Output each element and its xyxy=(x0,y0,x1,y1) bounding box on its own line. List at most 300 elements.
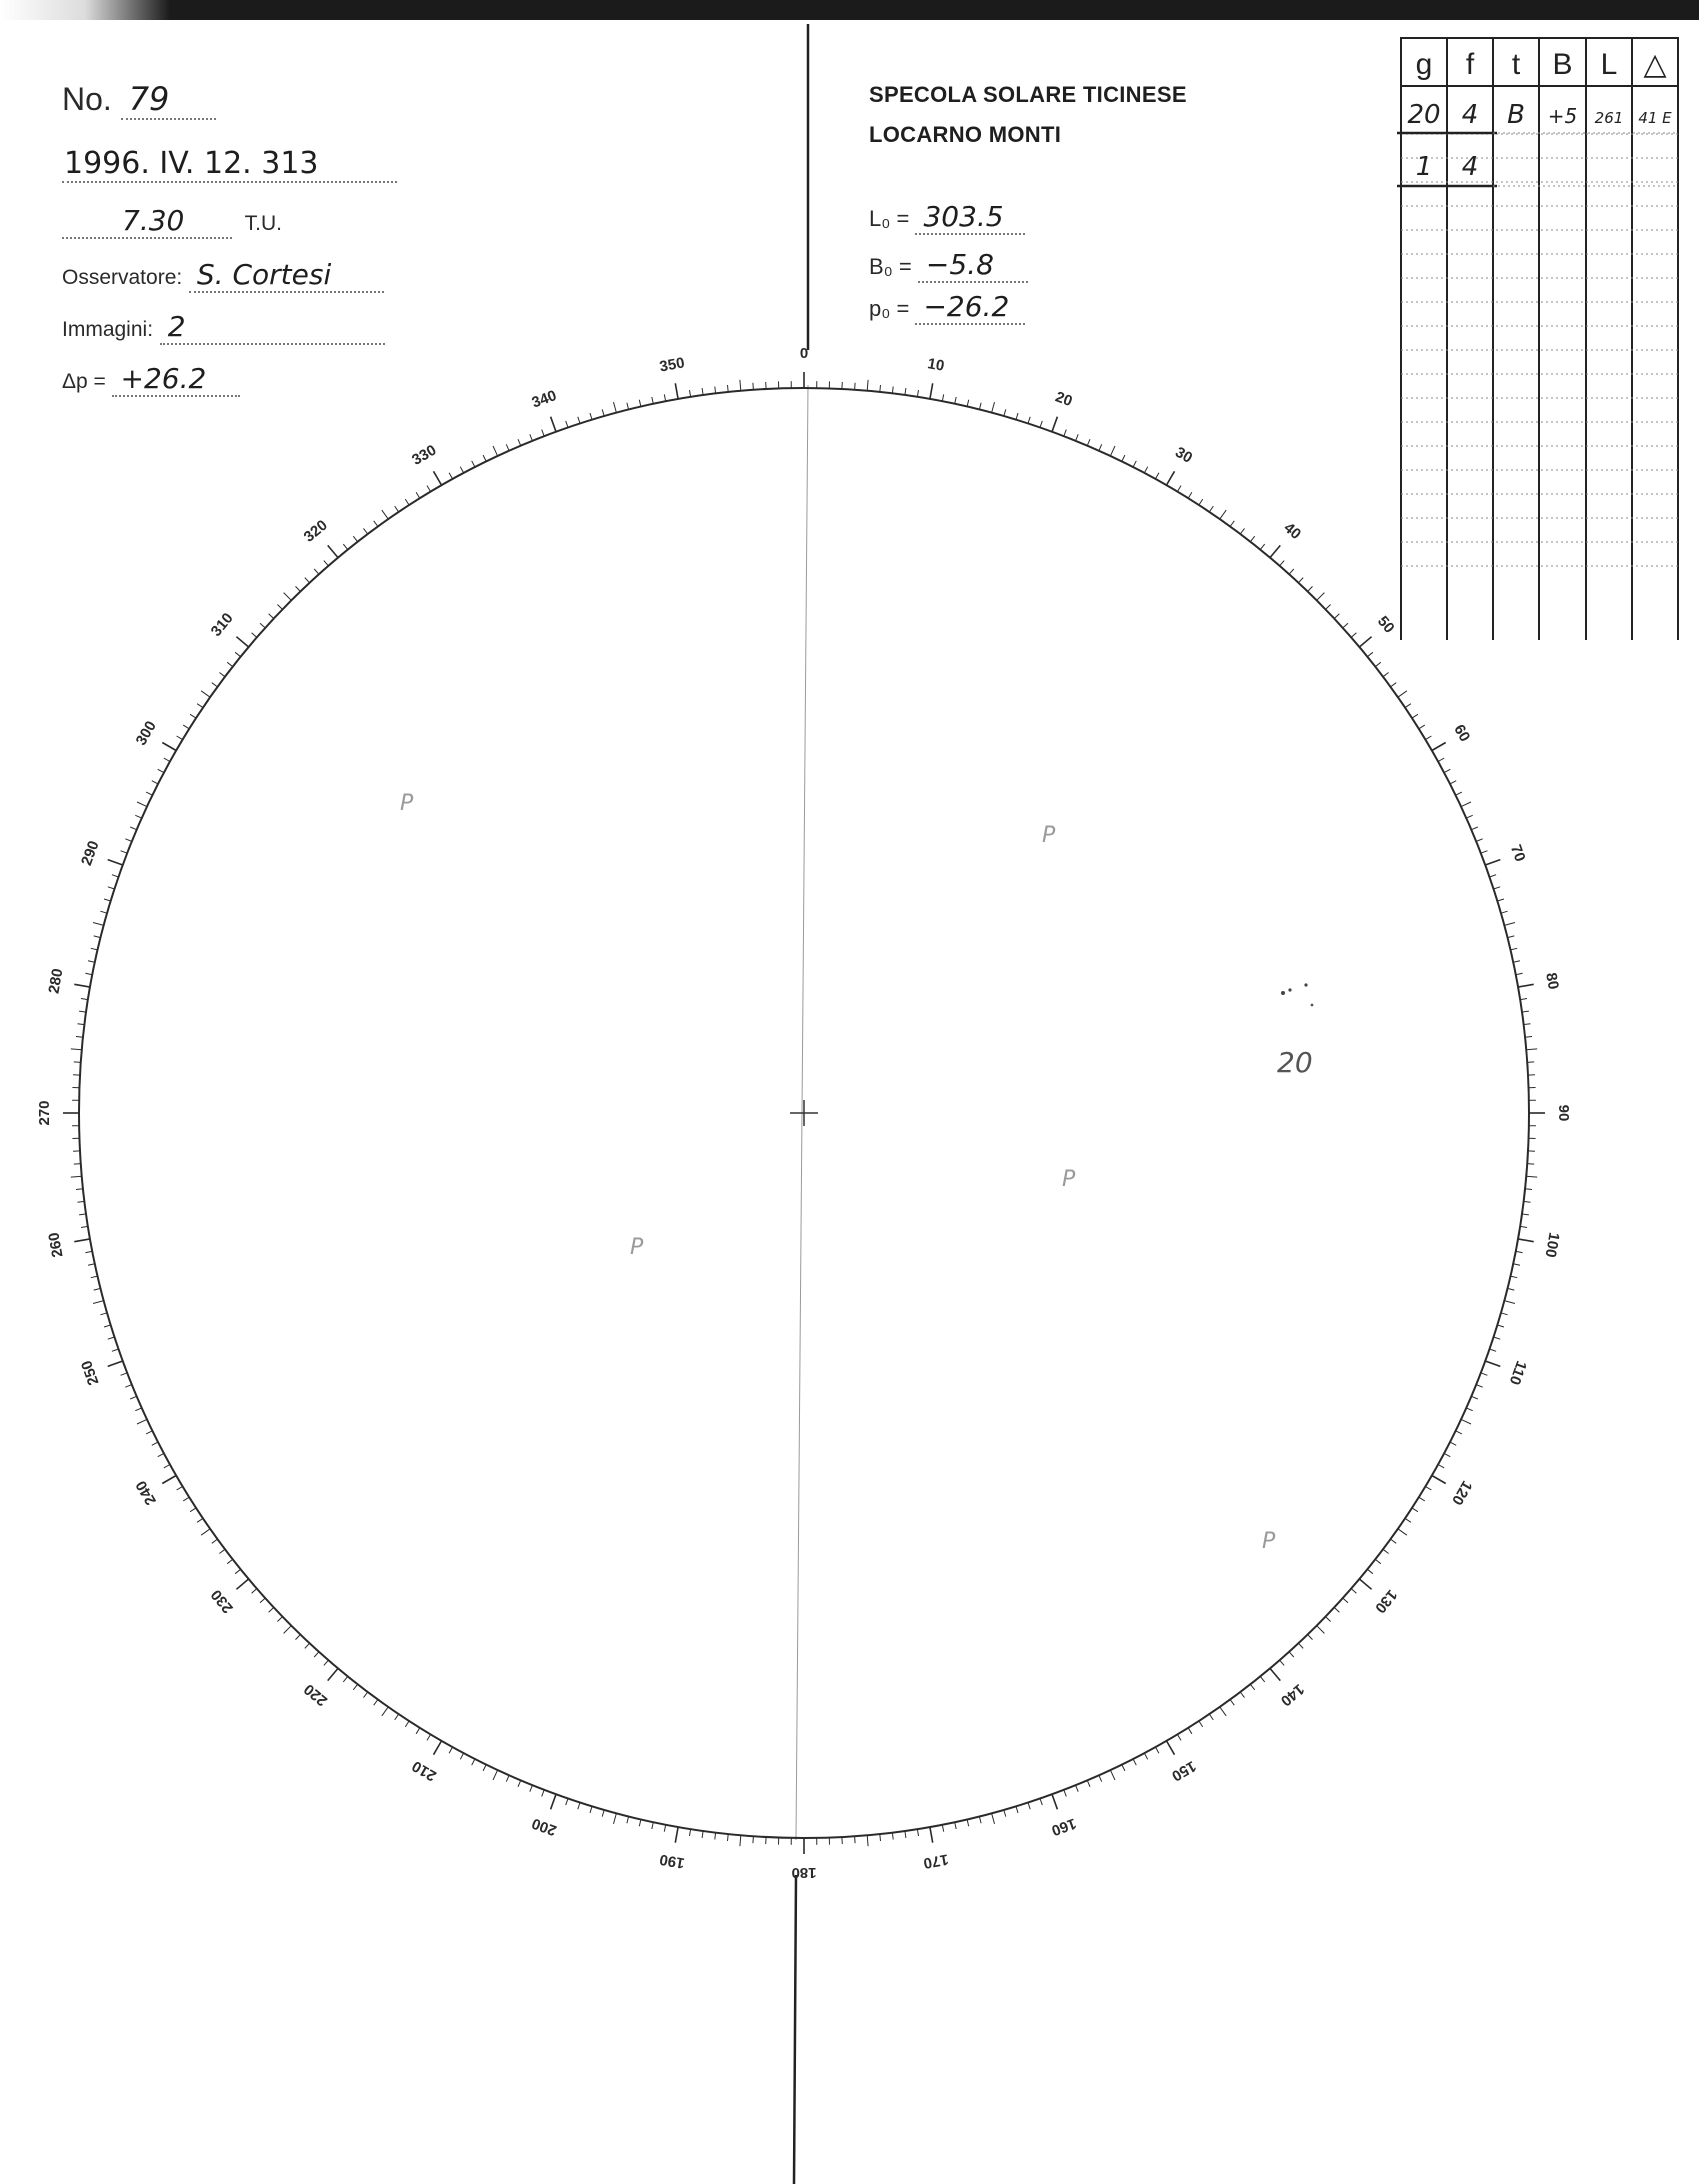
degree-tick xyxy=(1298,578,1303,583)
degree-tick xyxy=(146,1431,152,1434)
degree-tick xyxy=(1438,758,1444,761)
degree-tick xyxy=(1270,1668,1280,1680)
degree-tick xyxy=(740,380,741,391)
degree-tick xyxy=(1076,434,1079,441)
degree-tick xyxy=(1144,1753,1147,1759)
degree-tick xyxy=(1471,827,1477,830)
degree-tick xyxy=(112,875,119,877)
degree-tick xyxy=(1016,413,1018,420)
disk-annotations xyxy=(400,791,1313,1554)
degree-tick xyxy=(1040,421,1042,428)
degree-tick xyxy=(566,421,568,428)
degree-tick xyxy=(227,662,233,666)
degree-tick xyxy=(1250,536,1254,542)
degree-label: 230 xyxy=(207,1586,237,1617)
degree-tick xyxy=(100,1313,107,1315)
degree-label: 310 xyxy=(207,609,237,640)
degree-tick xyxy=(1375,1559,1381,1563)
degree-tick xyxy=(1501,1313,1508,1315)
degree-tick xyxy=(305,578,310,583)
degree-tick xyxy=(130,1396,136,1399)
degree-tick xyxy=(395,506,399,512)
pole-mark: P xyxy=(1062,1167,1076,1192)
degree-tick xyxy=(1450,1442,1456,1445)
degree-tick xyxy=(305,1643,310,1648)
degree-label: 240 xyxy=(132,1477,160,1508)
degree-tick xyxy=(74,984,90,987)
degree-tick xyxy=(1456,792,1462,795)
degree-tick xyxy=(201,1529,210,1535)
degree-tick xyxy=(1398,1529,1407,1535)
degree-tick xyxy=(1343,623,1348,628)
degree-tick xyxy=(164,758,170,761)
degree-tick xyxy=(1476,839,1483,842)
degree-tick xyxy=(493,446,498,456)
degree-tick xyxy=(197,1518,203,1522)
degree-tick xyxy=(81,1226,88,1227)
degree-tick xyxy=(449,473,452,479)
images-value: 2 xyxy=(167,310,186,343)
degree-tick xyxy=(1004,409,1006,416)
degree-label: 110 xyxy=(1505,1358,1530,1388)
degree-tick xyxy=(1122,455,1125,461)
degree-tick xyxy=(212,683,218,687)
degree-tick xyxy=(212,1539,218,1543)
degree-tick xyxy=(1133,1759,1136,1765)
degree-tick xyxy=(146,792,152,795)
param-label-L0: L₀ = xyxy=(869,206,910,231)
table-header-cell: L xyxy=(1600,48,1618,81)
degree-tick xyxy=(78,1024,85,1025)
degree-label: 180 xyxy=(791,1864,817,1882)
degree-label: 300 xyxy=(132,718,160,749)
degree-tick xyxy=(1466,1408,1472,1411)
degree-tick xyxy=(162,743,176,751)
degree-tick xyxy=(905,1831,906,1838)
degree-tick xyxy=(1522,1214,1529,1215)
degree-tick xyxy=(1524,1024,1531,1025)
degree-tick xyxy=(1508,1288,1515,1290)
degree-tick xyxy=(892,1833,893,1840)
group-table xyxy=(1397,38,1678,640)
time-value: 7.30 xyxy=(122,204,185,237)
degree-tick xyxy=(590,1806,592,1813)
degree-tick xyxy=(1326,605,1331,610)
degree-tick xyxy=(1398,691,1407,697)
degree-tick xyxy=(1504,1301,1515,1304)
degree-tick xyxy=(1481,851,1488,854)
degree-tick xyxy=(652,1822,654,1829)
degree-tick xyxy=(1016,1806,1018,1813)
degree-tick xyxy=(427,1734,431,1740)
degree-tick xyxy=(702,388,703,395)
degree-label: 10 xyxy=(926,355,946,375)
degree-tick xyxy=(1099,444,1102,450)
degree-tick xyxy=(590,413,592,420)
degree-tick xyxy=(125,839,132,842)
degree-tick xyxy=(542,430,545,437)
degree-tick xyxy=(675,1827,678,1843)
degree-tick xyxy=(94,936,101,938)
degree-tick xyxy=(219,1549,225,1553)
time-unit-label: T.U. xyxy=(244,212,283,235)
degree-tick xyxy=(1004,1810,1006,1817)
degree-tick xyxy=(78,1201,85,1202)
degree-label: 20 xyxy=(1053,388,1075,411)
degree-tick xyxy=(1456,1431,1462,1434)
degree-tick xyxy=(252,633,257,638)
degree-tick xyxy=(1156,1747,1159,1753)
degree-tick xyxy=(602,409,604,416)
degree-tick xyxy=(979,403,981,410)
degree-tick xyxy=(88,1264,95,1266)
degree-tick xyxy=(405,1721,409,1727)
degree-tick xyxy=(1122,1765,1125,1771)
degree-tick xyxy=(1087,439,1090,445)
degree-tick xyxy=(627,1817,629,1824)
degree-tick xyxy=(1052,1794,1057,1809)
degree-tick xyxy=(93,923,104,926)
degree-tick xyxy=(112,1349,119,1351)
record-number-value: 79 xyxy=(128,80,170,118)
param-value-B0: −5.8 xyxy=(925,248,994,281)
degree-tick xyxy=(219,673,225,677)
degree-tick xyxy=(434,1741,442,1755)
param-value-L0: 303.5 xyxy=(923,200,1004,233)
degree-tick xyxy=(135,1408,141,1411)
degree-tick xyxy=(1230,1700,1234,1706)
degree-tick xyxy=(690,1829,691,1836)
degree-tick xyxy=(260,623,265,628)
degree-tick xyxy=(472,461,475,467)
degree-tick xyxy=(1220,1707,1226,1716)
degree-tick xyxy=(395,1714,399,1720)
sunspot-group-number: 20 xyxy=(1277,1046,1313,1079)
degree-tick xyxy=(855,1836,856,1843)
degree-tick xyxy=(1520,999,1527,1000)
degree-tick xyxy=(71,1176,82,1177)
sunspot xyxy=(1311,1004,1314,1007)
degree-tick xyxy=(715,1833,716,1840)
degree-tick xyxy=(1052,417,1057,432)
degree-tick xyxy=(1383,673,1389,677)
degree-tick xyxy=(104,1325,111,1327)
degree-tick xyxy=(740,1835,741,1846)
degree-tick xyxy=(137,802,147,807)
degree-tick xyxy=(1461,1419,1471,1424)
degree-tick xyxy=(1334,1607,1339,1612)
delta-p-value: +26.2 xyxy=(120,362,207,395)
degree-tick xyxy=(1209,506,1213,512)
degree-tick xyxy=(277,605,282,610)
degree-label: 340 xyxy=(529,387,559,412)
table-header-cell: g xyxy=(1415,48,1433,81)
degree-tick xyxy=(269,1607,274,1612)
degree-tick xyxy=(236,1579,248,1589)
degree-label: 50 xyxy=(1373,612,1398,637)
degree-tick xyxy=(1359,1579,1371,1589)
degree-label: 210 xyxy=(409,1757,440,1785)
table-header-cell: f xyxy=(1465,48,1475,81)
degree-tick xyxy=(1367,1569,1373,1573)
degree-tick xyxy=(1490,1349,1497,1351)
degree-tick xyxy=(753,383,754,390)
degree-label: 280 xyxy=(45,967,67,995)
degree-tick xyxy=(551,1794,556,1809)
institution-location: LOCARNO MONTI xyxy=(869,122,1062,147)
degree-tick xyxy=(1260,1676,1264,1682)
degree-tick xyxy=(1289,1652,1294,1657)
degree-tick xyxy=(76,1037,83,1038)
degree-tick xyxy=(88,961,95,963)
degree-tick xyxy=(892,387,893,394)
degree-tick xyxy=(955,397,957,404)
degree-tick xyxy=(314,569,319,574)
degree-label: 0 xyxy=(799,344,809,362)
sunspot xyxy=(1281,991,1285,995)
pole-mark: P xyxy=(1262,1529,1276,1554)
degree-label: 120 xyxy=(1448,1477,1476,1508)
degree-tick xyxy=(1494,887,1501,889)
degree-tick xyxy=(1289,569,1294,574)
table-cell: B xyxy=(1507,100,1525,130)
degree-tick xyxy=(100,911,107,913)
degree-tick xyxy=(296,586,301,591)
degree-tick xyxy=(85,973,92,974)
degree-tick xyxy=(434,471,442,485)
degree-tick xyxy=(614,402,617,413)
degree-tick xyxy=(1432,1476,1446,1484)
degree-tick xyxy=(190,714,196,718)
degree-tick xyxy=(867,380,868,391)
degree-tick xyxy=(76,1189,83,1190)
degree-tick xyxy=(328,1668,338,1680)
degree-label: 90 xyxy=(1555,1104,1573,1122)
degree-tick xyxy=(1450,781,1456,784)
pole-mark: P xyxy=(630,1235,644,1260)
degree-tick xyxy=(405,499,409,505)
degree-tick xyxy=(91,1276,98,1278)
degree-tick xyxy=(416,492,420,498)
param-value-p0: −26.2 xyxy=(923,290,1010,323)
degree-tick xyxy=(121,1373,128,1376)
degree-tick xyxy=(1525,1037,1532,1038)
degree-tick xyxy=(1167,1741,1175,1755)
degree-tick xyxy=(627,403,629,410)
degree-tick xyxy=(1485,1361,1500,1366)
degree-tick xyxy=(121,851,128,854)
degree-tick xyxy=(135,815,141,818)
table-header-cell: t xyxy=(1511,48,1521,81)
degree-tick xyxy=(1317,593,1325,601)
degree-tick xyxy=(930,383,933,399)
degree-tick xyxy=(177,1486,183,1490)
degree-tick xyxy=(277,1617,282,1622)
degree-label: 190 xyxy=(658,1850,686,1872)
degree-tick xyxy=(1110,1770,1115,1780)
degree-tick xyxy=(1405,1518,1411,1522)
degree-tick xyxy=(1028,1803,1030,1810)
table-cell: 4 xyxy=(1461,152,1479,182)
degree-tick xyxy=(614,1813,617,1824)
degree-tick xyxy=(1527,1164,1534,1165)
degree-tick xyxy=(79,1214,86,1215)
degree-tick xyxy=(1167,471,1175,485)
degree-tick xyxy=(1064,430,1067,437)
degree-tick xyxy=(353,1684,357,1690)
degree-tick xyxy=(1270,545,1280,557)
degree-tick xyxy=(905,388,906,395)
degree-tick xyxy=(1177,1734,1181,1740)
degree-tick xyxy=(1461,802,1471,807)
degree-tick xyxy=(1527,1062,1534,1063)
degree-tick xyxy=(1425,736,1431,740)
degree-tick xyxy=(284,1626,292,1634)
degree-tick xyxy=(343,544,347,550)
degree-tick xyxy=(1326,1617,1331,1622)
institution-name: SPECOLA SOLARE TICINESE xyxy=(869,82,1187,107)
degree-tick xyxy=(314,1652,319,1657)
degree-tick xyxy=(1308,1635,1313,1640)
degree-tick xyxy=(1199,499,1203,505)
degree-tick xyxy=(1375,662,1381,666)
degree-tick xyxy=(1351,633,1356,638)
degree-tick xyxy=(108,887,115,889)
degree-label: 70 xyxy=(1506,842,1529,864)
degree-tick xyxy=(252,1589,257,1594)
degree-tick xyxy=(164,1465,170,1468)
degree-tick xyxy=(183,1497,189,1501)
degree-tick xyxy=(1524,1201,1531,1202)
table-cell: +5 xyxy=(1547,104,1578,128)
degree-tick xyxy=(1199,1721,1203,1727)
degree-tick xyxy=(1367,652,1373,656)
degree-tick xyxy=(1412,1508,1418,1512)
bottom-axis-line xyxy=(794,1875,796,2184)
degree-label: 350 xyxy=(658,354,686,376)
degree-tick xyxy=(324,1660,329,1665)
degree-tick xyxy=(1518,1239,1534,1242)
degree-tick xyxy=(1240,1692,1244,1698)
degree-tick xyxy=(152,781,158,784)
degree-tick xyxy=(158,1453,164,1456)
degree-tick xyxy=(1425,1486,1431,1490)
degree-tick xyxy=(1494,1337,1501,1339)
degree-tick xyxy=(942,394,943,401)
degree-tick xyxy=(880,1834,881,1841)
degree-tick xyxy=(1405,704,1411,708)
degree-tick xyxy=(1444,1453,1450,1456)
degree-tick xyxy=(578,1803,580,1810)
degree-tick xyxy=(1501,911,1508,913)
degree-tick xyxy=(1156,473,1159,479)
degree-tick xyxy=(1520,1226,1527,1227)
degree-tick xyxy=(1343,1598,1348,1603)
degree-tick xyxy=(1525,1189,1532,1190)
degree-tick xyxy=(483,1765,486,1771)
param-label-p0: p₀ = xyxy=(869,296,910,321)
degree-tick xyxy=(566,1799,568,1806)
degree-tick xyxy=(74,1062,81,1063)
degree-tick xyxy=(472,1759,475,1765)
degree-tick xyxy=(1476,1385,1483,1388)
degree-label: 330 xyxy=(409,441,440,469)
degree-tick xyxy=(1280,1660,1285,1665)
degree-label: 260 xyxy=(45,1231,67,1259)
degree-tick xyxy=(130,827,136,830)
degree-tick xyxy=(1438,1465,1444,1468)
degree-label: 290 xyxy=(78,838,103,868)
degree-tick xyxy=(1040,1799,1042,1806)
degree-tick xyxy=(930,1827,933,1843)
degree-tick xyxy=(71,1049,82,1050)
degree-tick xyxy=(1432,743,1446,751)
degree-tick xyxy=(1177,486,1181,492)
degree-tick xyxy=(880,385,881,392)
degree-tick xyxy=(382,1707,388,1716)
degree-tick xyxy=(992,1813,995,1824)
degree-tick xyxy=(1518,984,1534,987)
degree-tick xyxy=(1526,1049,1537,1050)
degree-label: 140 xyxy=(1277,1680,1308,1710)
pole-mark: P xyxy=(1042,823,1056,848)
degree-tick xyxy=(483,455,486,461)
degree-tick xyxy=(108,1361,123,1366)
degree-tick xyxy=(1250,1684,1254,1690)
degree-tick xyxy=(201,691,210,697)
degree-label: 160 xyxy=(1049,1814,1079,1839)
degree-tick xyxy=(1526,1176,1537,1177)
degree-label: 250 xyxy=(78,1358,103,1388)
degree-tick xyxy=(1497,1325,1504,1327)
degree-tick xyxy=(690,390,691,397)
degree-tick xyxy=(530,434,533,441)
degree-tick xyxy=(1516,1251,1523,1252)
degree-tick xyxy=(979,1817,981,1824)
sunspot xyxy=(1304,983,1307,986)
degree-tick xyxy=(364,528,368,534)
degree-tick xyxy=(1513,961,1520,963)
degree-tick xyxy=(235,1569,241,1573)
degree-tick xyxy=(460,467,463,473)
degree-tick xyxy=(506,1775,509,1781)
degree-tick xyxy=(94,1288,101,1290)
degree-tick xyxy=(967,1819,969,1826)
table-header-cell: B xyxy=(1552,48,1573,81)
degree-tick xyxy=(855,383,856,390)
degree-tick xyxy=(1419,725,1425,729)
degree-tick xyxy=(1110,446,1115,456)
degree-tick xyxy=(74,1239,90,1242)
degree-tick xyxy=(81,999,88,1000)
table-cell: 261 xyxy=(1594,109,1624,127)
degree-tick xyxy=(382,510,388,519)
degree-tick xyxy=(728,385,729,392)
degree-tick xyxy=(93,1301,104,1304)
degree-tick xyxy=(867,1835,868,1846)
degree-tick xyxy=(1508,936,1515,938)
degree-tick xyxy=(235,652,241,656)
degree-label: 320 xyxy=(300,516,331,546)
degree-tick xyxy=(152,1442,158,1445)
degree-tick xyxy=(449,1747,452,1753)
degree-tick xyxy=(328,545,338,557)
degree-tick xyxy=(675,383,678,399)
degree-label: 170 xyxy=(922,1850,950,1872)
degree-tick xyxy=(1485,860,1500,865)
degree-tick xyxy=(353,536,357,542)
degree-tick xyxy=(1087,1780,1090,1786)
